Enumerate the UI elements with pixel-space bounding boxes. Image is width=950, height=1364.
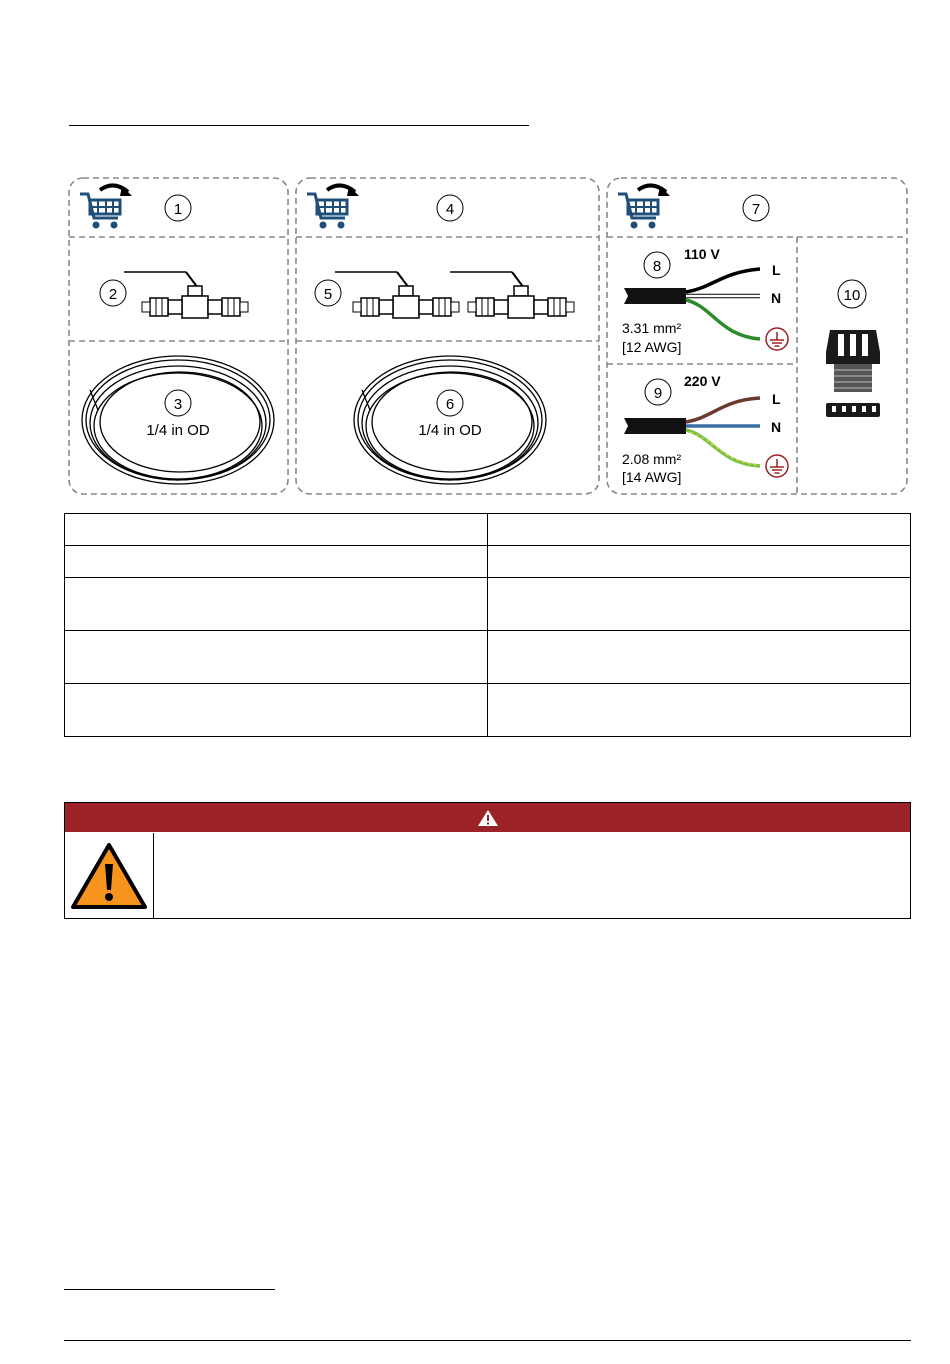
item-number-6: 6 — [445, 396, 455, 413]
item-number-8: 8 — [652, 258, 662, 275]
wire-size-mm2: 3.31 mm² — [622, 320, 682, 336]
ball-valve — [335, 272, 459, 318]
power-cable-220v — [622, 373, 788, 485]
voltage-label: 220 V — [684, 373, 721, 389]
item-number-7: 7 — [751, 201, 761, 218]
shopping-cart-icon — [618, 185, 670, 228]
tubing-od-label: 1/4 in OD — [146, 422, 210, 439]
wire-size-awg: [14 AWG] — [622, 469, 682, 485]
table-row — [65, 684, 911, 737]
wire-label-neutral: N — [771, 290, 782, 306]
table-cell — [65, 514, 488, 546]
power-cable-110v — [622, 246, 788, 355]
warning-body — [65, 833, 910, 918]
wire-size-awg: [12 AWG] — [622, 339, 682, 355]
warning-triangle-icon — [70, 842, 148, 910]
table-cell — [488, 684, 911, 737]
strain-relief-fitting — [826, 280, 880, 417]
kit-panel-4 — [296, 178, 599, 494]
kit-panel-1 — [69, 178, 288, 494]
table-cell — [65, 684, 488, 737]
table-cell — [488, 578, 911, 631]
voltage-label: 110 V — [684, 246, 720, 262]
footnote-rule — [64, 1289, 275, 1290]
warning-header — [65, 803, 910, 832]
tubing-coil — [82, 356, 274, 484]
table-cell — [65, 631, 488, 684]
item-number-1: 1 — [173, 201, 183, 218]
table-row — [65, 631, 911, 684]
wire-size-mm2: 2.08 mm² — [622, 451, 682, 467]
item-number-3: 3 — [173, 396, 183, 413]
item-number-4: 4 — [445, 201, 455, 218]
table-cell — [65, 578, 488, 631]
ball-valve — [124, 272, 248, 318]
table-cell — [488, 546, 911, 578]
kit-panel-7 — [607, 178, 907, 494]
item-number-9: 9 — [653, 385, 663, 402]
footer-rule — [64, 1340, 911, 1341]
wire-label-line: L — [772, 262, 781, 278]
table-row — [65, 546, 911, 578]
warning-icon-cell — [65, 833, 154, 918]
item-number-5: 5 — [323, 286, 333, 303]
wire-label-neutral: N — [771, 419, 782, 435]
table-row — [65, 514, 911, 546]
ball-valve — [450, 272, 574, 318]
item-number-2: 2 — [108, 286, 118, 303]
shopping-cart-icon — [80, 185, 132, 228]
tubing-coil — [354, 356, 546, 484]
warning-triangle-icon — [477, 809, 499, 827]
parts-table — [64, 513, 911, 737]
table-cell — [488, 631, 911, 684]
table-cell — [488, 514, 911, 546]
accessory-kit-illustration — [0, 0, 950, 500]
ground-symbol-icon — [766, 328, 788, 350]
table-row — [65, 578, 911, 631]
tubing-od-label: 1/4 in OD — [418, 422, 482, 439]
shopping-cart-icon — [307, 185, 359, 228]
warning-box — [64, 802, 911, 919]
table-cell — [65, 546, 488, 578]
item-number-10: 10 — [843, 287, 861, 304]
wire-label-line: L — [772, 391, 781, 407]
ground-symbol-icon — [766, 455, 788, 477]
